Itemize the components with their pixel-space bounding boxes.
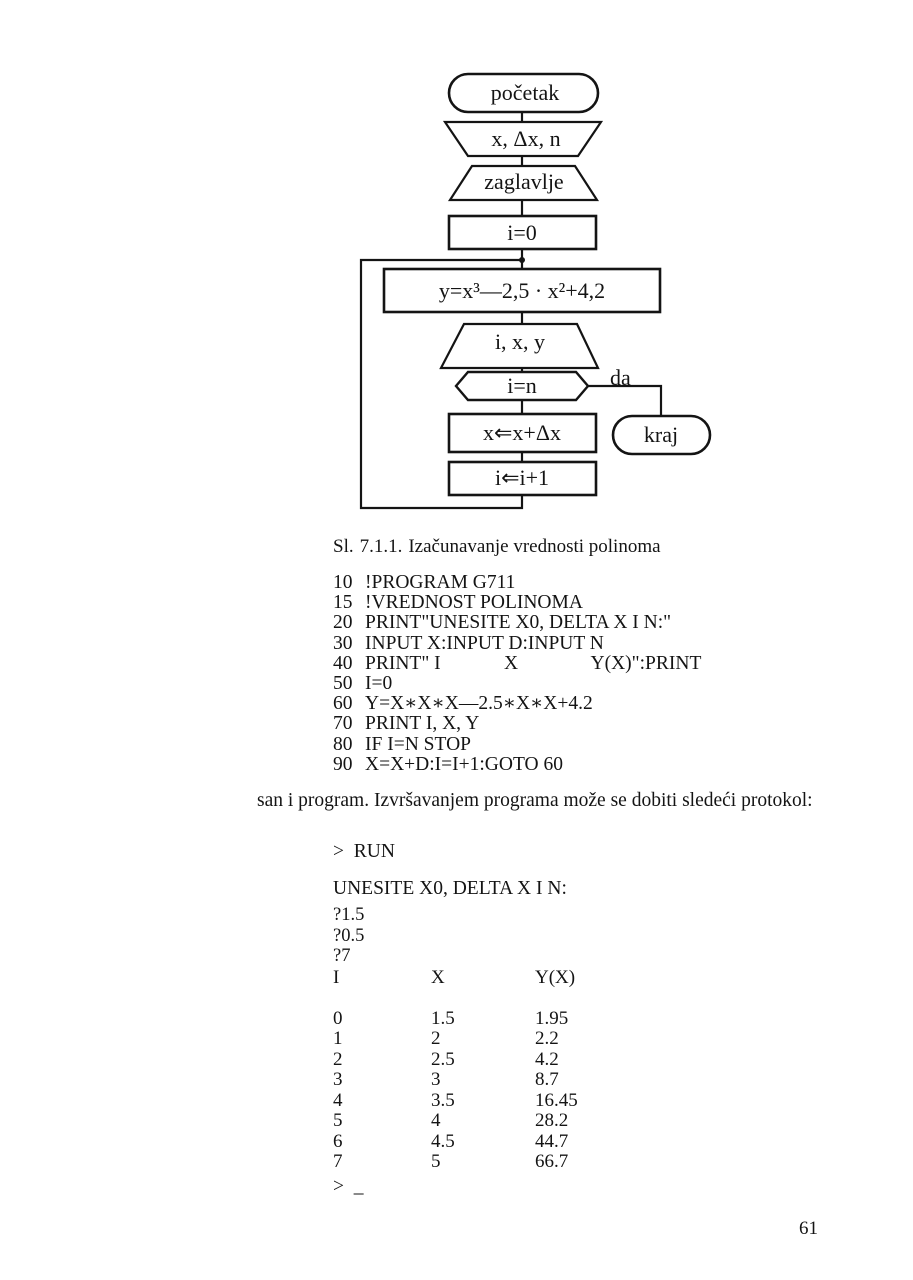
- table-row: [333, 1050, 635, 1071]
- program-line: [333, 654, 701, 674]
- flowchart: [0, 0, 913, 530]
- line-statement: PRINT I, X, Y: [365, 713, 480, 735]
- cell-i: 0: [333, 1007, 343, 1029]
- cell-x: 2.5: [431, 1048, 455, 1070]
- flowchart-diagram: [0, 0, 913, 530]
- run-inputs: [333, 905, 364, 967]
- input-label: x, Δx, n: [491, 126, 561, 151]
- cell-y: 2.2: [535, 1028, 559, 1049]
- program-line: [333, 613, 701, 633]
- program-line: [333, 694, 701, 714]
- program-line: [333, 735, 701, 755]
- cell-x: 4.5: [431, 1130, 455, 1152]
- program-line: [333, 593, 701, 613]
- cell-y: 8.7: [535, 1069, 559, 1090]
- line-number: 15: [333, 592, 353, 614]
- line-number: 90: [333, 753, 353, 775]
- end-prompt: > _: [333, 1176, 364, 1197]
- cell-y: 28.2: [535, 1110, 569, 1131]
- cell-x: 5: [431, 1151, 441, 1172]
- run-output-header: UNESITE X0, DELTA X I N:: [333, 878, 567, 899]
- program-listing: [333, 573, 701, 775]
- line-number: 40: [333, 652, 353, 674]
- cell-x: 1.5: [431, 1007, 455, 1029]
- cell-i: 6: [333, 1130, 343, 1152]
- caption-text: Izačunavanje vrednosti polinoma: [408, 536, 661, 557]
- line-number: 10: [333, 572, 353, 593]
- end-label: kraj: [643, 422, 679, 447]
- line-statement: PRINT" I X Y(X)":PRINT: [365, 652, 702, 674]
- caption-label: Sl.: [333, 536, 354, 557]
- run-command: > RUN: [333, 841, 395, 862]
- output-table: [333, 968, 635, 1173]
- line-statement: !PROGRAM G711: [365, 572, 516, 593]
- header-label: zaglavlje: [484, 169, 564, 194]
- start-label: početak: [490, 80, 560, 105]
- figure-caption: [333, 536, 667, 558]
- program-line: [333, 755, 701, 775]
- program-line: [333, 634, 701, 654]
- cell-y: 4.2: [535, 1048, 559, 1070]
- line-statement: INPUT X:INPUT D:INPUT N: [365, 632, 604, 654]
- cell-i: 4: [333, 1089, 343, 1111]
- table-row: [333, 1029, 635, 1050]
- input-value: ?7: [333, 946, 351, 966]
- table-row: [333, 1091, 635, 1112]
- update-i-label: i⇐i+1: [494, 465, 550, 490]
- input-value: ?0.5: [333, 925, 365, 946]
- cell-i: 7: [333, 1151, 343, 1172]
- table-row: [333, 1009, 635, 1030]
- line-number: 80: [333, 733, 353, 755]
- page-number: 61: [799, 1218, 818, 1239]
- cell-i: 1: [333, 1028, 343, 1049]
- cell-x: 4: [431, 1110, 441, 1131]
- cell-x: 3.5: [431, 1089, 455, 1111]
- input-value: ?1.5: [333, 905, 365, 925]
- line-statement: !VREDNOST POLINOMA: [365, 592, 583, 614]
- line-statement: PRINT"UNESITE X0, DELTA X I N:": [365, 612, 672, 634]
- line-statement: IF I=N STOP: [365, 733, 471, 755]
- output-label: i, x, y: [494, 329, 546, 354]
- cell-x: 3: [431, 1069, 441, 1090]
- line-statement: I=0: [365, 673, 393, 695]
- table-row: [333, 1132, 635, 1153]
- line-number: 20: [333, 612, 353, 634]
- program-line: [333, 714, 701, 734]
- cell-y: 16.45: [535, 1089, 578, 1111]
- cell-y: 44.7: [535, 1130, 569, 1152]
- table-header-row: [333, 968, 635, 989]
- column-header-yx: Y(X): [535, 967, 576, 988]
- program-line: [333, 573, 701, 593]
- line-number: 30: [333, 632, 353, 654]
- column-header-x: X: [431, 967, 445, 988]
- line-number: 50: [333, 673, 353, 695]
- line-number: 70: [333, 713, 353, 735]
- init-label: i=0: [507, 220, 537, 245]
- update-x-label: x⇐x+Δx: [483, 420, 561, 445]
- body-paragraph: san i program. Izvršavanjem programa može se dobiti sledeći protokol:: [257, 790, 813, 811]
- cell-y: 1.95: [535, 1007, 569, 1029]
- junction-dot: [519, 257, 525, 263]
- program-line: [333, 674, 701, 694]
- decision-label: i=n: [507, 373, 537, 398]
- line-statement: Y=X∗X∗X—2.5∗X∗X+4.2: [365, 693, 593, 715]
- cell-i: 5: [333, 1110, 343, 1131]
- table-row: [333, 1111, 635, 1132]
- cell-y: 66.7: [535, 1151, 569, 1172]
- column-header-i: I: [333, 967, 340, 988]
- line-number: 60: [333, 693, 353, 715]
- yes-label: da: [610, 365, 631, 390]
- table-row: [333, 1152, 635, 1173]
- cell-i: 3: [333, 1069, 343, 1090]
- table-row: [333, 1070, 635, 1091]
- cell-x: 2: [431, 1028, 441, 1049]
- cell-i: 2: [333, 1048, 343, 1070]
- caption-number: 7.1.1.: [359, 536, 403, 557]
- compute-label: y=x³—2,5 · x²+4,2: [438, 278, 606, 303]
- line-statement: X=X+D:I=I+1:GOTO 60: [365, 753, 563, 775]
